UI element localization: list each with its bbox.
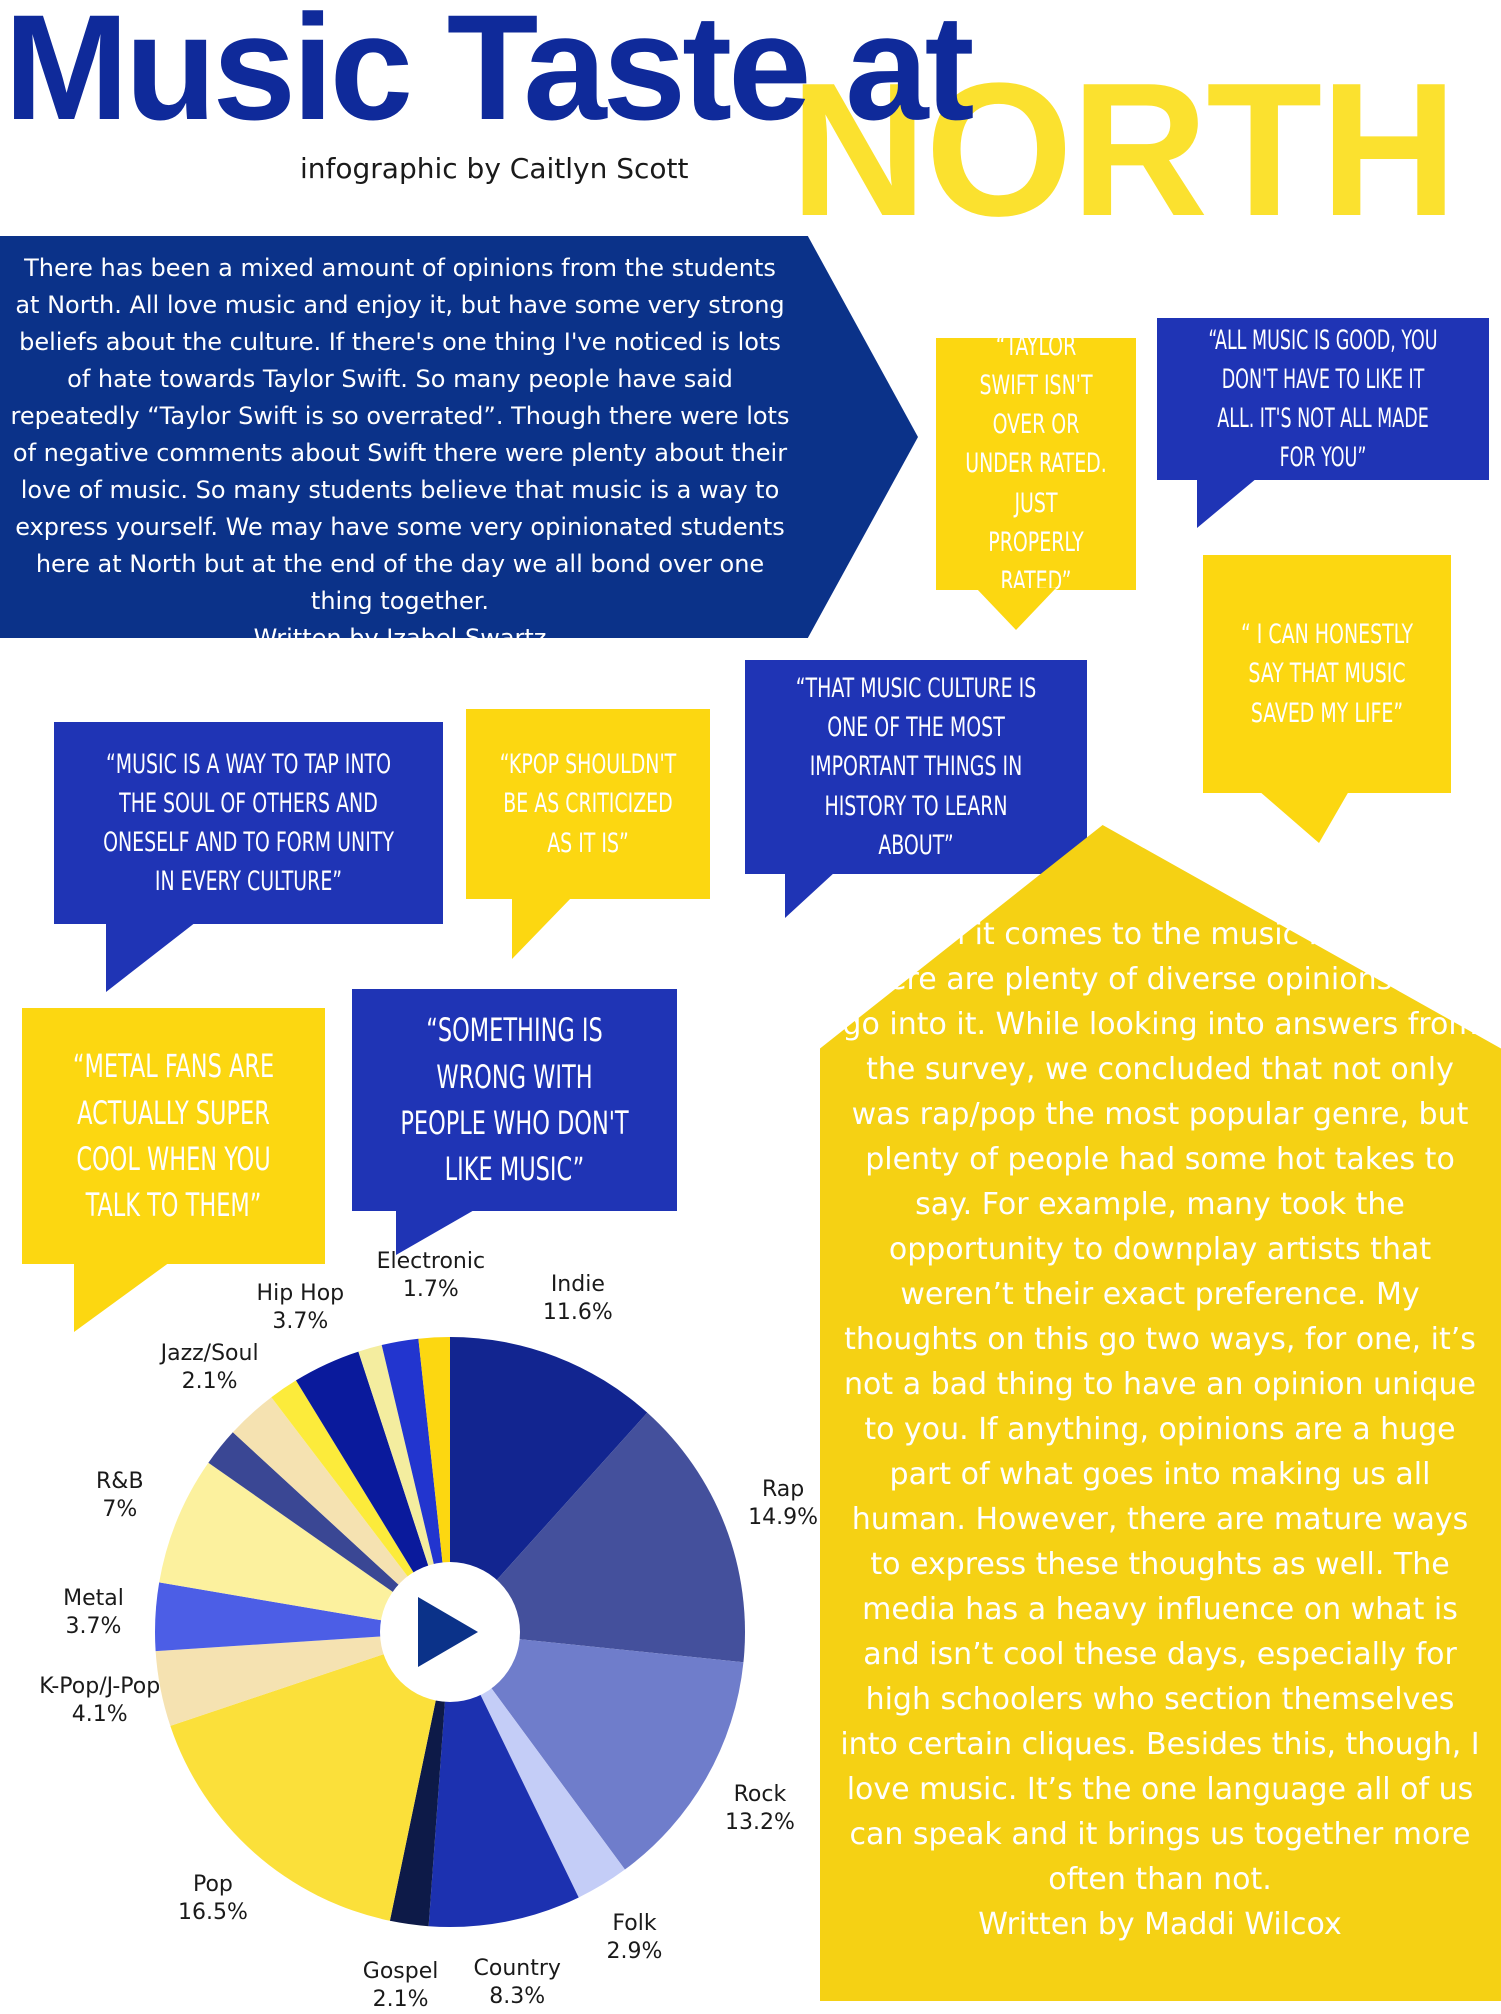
quote-bubble-music-saved-life	[1203, 555, 1451, 855]
pie-label-value: 11.6%	[542, 1299, 613, 1325]
quote-bubble-all-music-good	[1157, 318, 1489, 530]
speech-tail	[106, 922, 196, 992]
intro-text: There has been a mixed amount of opinions from the students at North. All love music and enjoy it, but have some very strong beliefs about the culture. If there's one thing I've noticed is lots of hate towards Taylor Swift. So many people have said repeatedly “Taylor Swift is so overrated”. Though there were lots of negative comments about Swift there were plenty about their love of music. So many students believe that music is a way to express yourself. We may have some very opinionated students here at North but at the end of the day we all bond over one thing together.	[10, 254, 790, 615]
pie-label-indie	[543, 1271, 613, 1327]
pie-label-name: R&B	[96, 1469, 144, 1495]
quote-text: “ I CAN HONESTLY SAY THAT MUSIC SAVED MY LIFE”	[1240, 619, 1414, 729]
pie-label-value: 2.1%	[181, 1369, 238, 1395]
pie-label-r-b	[96, 1468, 144, 1524]
pie-label-name: Gospel	[362, 1958, 439, 1984]
pie-label-name: Jazz/Soul	[160, 1341, 259, 1367]
essay-block	[840, 912, 1480, 1947]
quote-text: “TAYLOR SWIFT ISN'T OVER OR UNDER RATED. JUST PROPERLY RATED”	[965, 331, 1107, 597]
speech-tail	[976, 588, 1056, 630]
essay-text: When it comes to the music industry, there are plenty of diverse opinions that go into it. While looking into answers from the survey, we concluded that not only was rap/pop the most popular genre, but plenty of people had some hot takes to say. For example, many took the opportunity to downplay artists that weren’t their exact preference. My thoughts on this go two ways, for one, it’s not a bad thing to have an opinion unique to you. If anything, opinions are a huge part of what goes into making us all human. However, there are mature ways to express these thoughts as well. The media has a heavy influence on what is and isn’t cool these days, especially for high schoolers who section themselves into certain cliques. Besides this, though, I love music. It’s the one language all of us can speak and it brings us together more often than not.	[840, 917, 1480, 1897]
pie-label-value: 2.9%	[606, 1938, 663, 1964]
pie-label-value: 14.9%	[748, 1504, 819, 1530]
pie-label-value: 3.7%	[65, 1614, 122, 1640]
quote-bubble-tap-into-soul	[54, 722, 443, 992]
pie-label-hip-hop	[257, 1280, 345, 1336]
pie-label-value: 4.1%	[71, 1701, 128, 1727]
pie-label-value: 7%	[102, 1497, 138, 1523]
pie-label-name: Metal	[63, 1586, 124, 1612]
pie-label-value: 3.7%	[272, 1308, 329, 1334]
speech-tail	[512, 897, 572, 959]
pie-label-value: 13.2%	[724, 1810, 795, 1836]
pie-label-country	[474, 1955, 561, 2011]
quote-text: “SOMETHING IS WRONG WITH PEOPLE WHO DON'T LIKE MUSIC”	[400, 1011, 629, 1189]
pie-label-metal	[63, 1585, 124, 1641]
pie-label-rock	[725, 1781, 795, 1837]
quote-text: “ALL MUSIC IS GOOD, YOU DON'T HAVE TO LIKE IT ALL. IT'S NOT ALL MADE FOR YOU”	[1208, 324, 1438, 474]
pie-label-jazz-soul	[161, 1340, 259, 1396]
pie-label-name: Hip Hop	[256, 1280, 345, 1306]
pie-label-value: 2.1%	[372, 1986, 429, 2012]
quote-text: “MUSIC IS A WAY TO TAP INTO THE SOUL OF OTHERS AND ONESELF AND TO FORM UNITY IN EVERY CULTURE”	[103, 748, 394, 898]
quote-bubble-kpop	[466, 709, 710, 959]
pie-label-value: 1.7%	[402, 1276, 459, 1302]
page-title: Music Taste at	[4, 0, 971, 151]
pie-label-name: Country	[473, 1955, 561, 1981]
quote-text: “METAL FANS ARE ACTUALLY SUPER COOL WHEN YOU TALK TO THEM”	[72, 1047, 275, 1225]
pie-label-k-pop-j-pop	[39, 1673, 160, 1729]
quote-text: “KPOP SHOULDN'T BE AS CRITICIZED AS IT IS”	[499, 749, 677, 859]
intro-author: Written by Izabel Swartz	[253, 624, 547, 652]
speech-tail	[1259, 791, 1349, 843]
pie-label-folk	[607, 1910, 663, 1966]
quote-bubble-something-wrong	[352, 989, 677, 1269]
essay-author: Written by Maddi Wilcox	[978, 1907, 1342, 1942]
pie-label-name: Electronic	[376, 1248, 486, 1274]
pie-label-name: Pop	[192, 1871, 233, 1897]
pie-label-value: 16.5%	[177, 1899, 248, 1925]
subtitle: infographic by Caitlyn Scott	[300, 152, 689, 185]
pie-label-rap	[748, 1476, 818, 1532]
pie-label-pop	[178, 1871, 248, 1927]
pie-label-name: K-Pop/J-Pop	[39, 1673, 161, 1699]
pie-label-name: Rock	[733, 1782, 787, 1808]
pie-label-name: Indie	[550, 1271, 605, 1297]
title-north: NORTH	[790, 44, 1456, 256]
quote-bubble-taylor-swift	[936, 331, 1136, 638]
intro-block	[10, 250, 790, 657]
speech-tail	[1197, 478, 1257, 528]
speech-tail	[785, 872, 835, 918]
pie-label-name: Rap	[761, 1476, 805, 1502]
quote-text: “THAT MUSIC CULTURE IS ONE OF THE MOST IMPORTANT THINGS IN HISTORY TO LEARN ABOUT”	[795, 673, 1037, 861]
pie-label-gospel	[363, 1958, 439, 2014]
pie-label-electronic	[377, 1248, 485, 1304]
pie-label-value: 8.3%	[489, 1983, 546, 2009]
pie-label-name: Folk	[612, 1910, 657, 1936]
